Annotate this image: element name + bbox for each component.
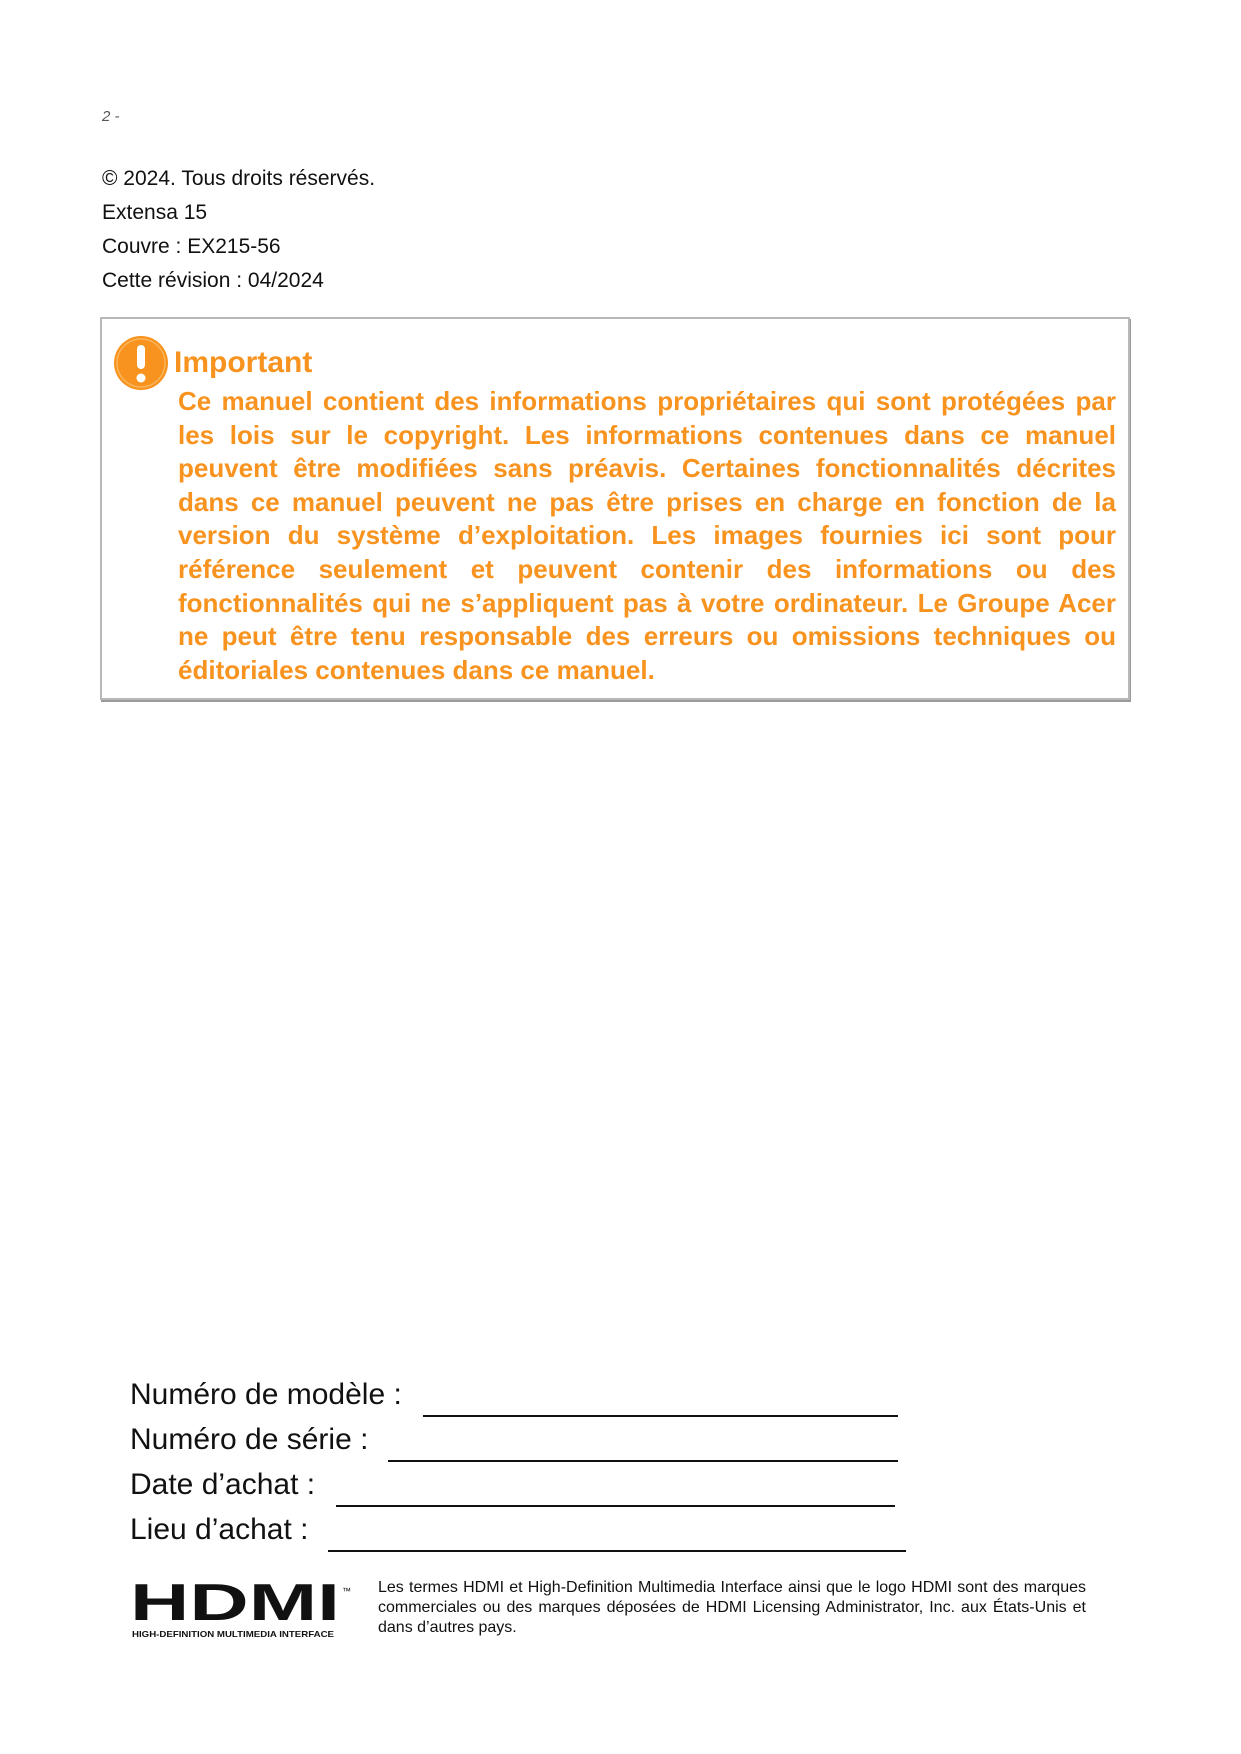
page-number: 2 - xyxy=(102,108,120,125)
model-number-label: Numéro de modèle : xyxy=(130,1378,402,1411)
purchase-info-form xyxy=(130,1378,402,1558)
important-title: Important xyxy=(174,346,313,379)
model-number-row xyxy=(130,1378,402,1423)
covers-model: Couvre : EX215-56 xyxy=(102,235,281,258)
hdmi-logo-text: HDMI xyxy=(130,1580,340,1632)
purchase-place-row xyxy=(130,1513,402,1558)
hdmi-logo-tm: ™ xyxy=(342,1586,351,1596)
serial-number-label: Numéro de série : xyxy=(130,1423,369,1456)
hdmi-trademark-notice: Les termes HDMI et High-Definition Multimedia Interface ainsi que le logo HDMI sont des marques commerciales ou des marques déposées de HDMI Licensing Administrator, Inc. aux États-Unis et dans d’autres pays. xyxy=(378,1579,1086,1636)
model-number-line[interactable] xyxy=(423,1415,898,1417)
document-info xyxy=(102,162,375,298)
important-notice xyxy=(100,317,1130,700)
purchase-date-line[interactable] xyxy=(336,1505,895,1507)
hdmi-logo xyxy=(130,1580,355,1640)
revision-date: Cette révision : 04/2024 xyxy=(102,269,324,292)
product-name: Extensa 15 xyxy=(102,201,208,224)
copyright-line: © 2024. Tous droits réservés. xyxy=(102,167,376,190)
purchase-place-line[interactable] xyxy=(328,1550,906,1552)
purchase-date-row xyxy=(130,1468,402,1513)
important-text: Ce manuel contient des informations propriétaires qui sont protégées par les lois sur le copyright. Les informations contenues dans ce manuel peuvent être modifiées sans préavis. Certaines fonctionnalités décrites dans ce manuel peuvent ne pas être prises en charge en fonction de la version du système d’exploitation. Les images fournies ici sont pour référence seulement et peuvent contenir des informations ou des fonctionnalités qui ne s’appliquent pas à votre ordinateur. Le Groupe Acer ne peut être tenu responsable des erreurs ou omissions techniques ou éditoriales contenues dans ce manuel. xyxy=(178,386,1116,685)
exclamation-circle-icon xyxy=(113,335,169,391)
hdmi-logo-subtitle: HIGH-DEFINITION MULTIMEDIA INTERFACE xyxy=(132,1629,335,1639)
serial-number-row xyxy=(130,1423,402,1468)
purchase-place-label: Lieu d’achat : xyxy=(130,1513,309,1546)
serial-number-line[interactable] xyxy=(388,1460,898,1462)
purchase-date-label: Date d’achat : xyxy=(130,1468,316,1501)
